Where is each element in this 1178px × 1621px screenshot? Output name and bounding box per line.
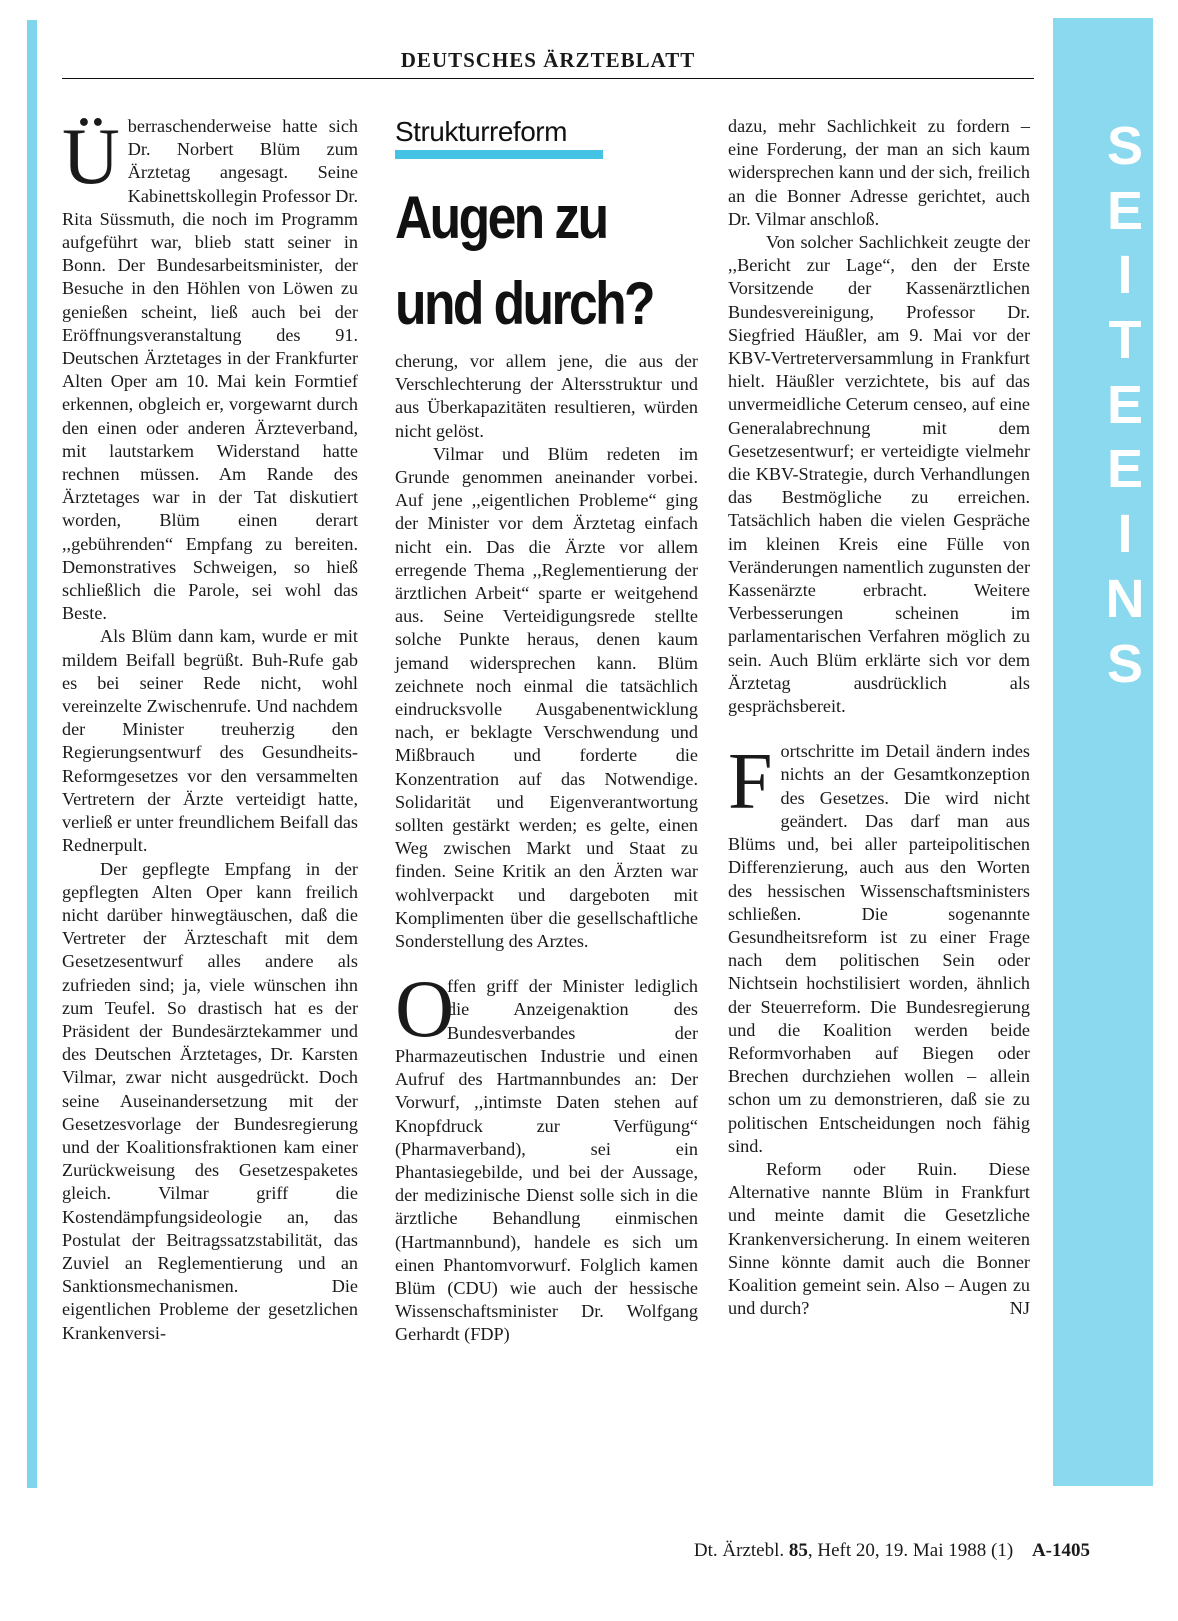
page-footer xyxy=(630,1540,1090,1562)
paragraph: Als Blüm dann kam, wurde er mit mildem Beifall begrüßt. Buh-Rufe gab es bei seiner Rede nicht, wohl vereinzelte Zwischenrufe. Und nachdem der Minister treuherzig den Regierungsentwurf des Gesundheits-Reformgesetzes vor den versammelten Vertretern der Ärzte verteidigt hatte, verließ er unter freundlichem Beifall das Rednerpult. xyxy=(62,626,358,856)
paragraph: cherung, vor allem jene, die aus der Verschlechterung der Altersstruktur und aus Überkapazitäten resultieren, würden nicht gelöst. xyxy=(395,351,698,441)
paragraph xyxy=(728,1158,1030,1320)
section-letter: N xyxy=(1105,568,1145,629)
journal-title: DEUTSCHES ÄRZTEBLATT xyxy=(400,48,696,72)
paragraph-text: Reform oder Ruin. Diese Alternative nannte Blüm in Frankfurt und meinte damit die Gesetzliche Krankenversicherung. In einem weiteren Sinne könnte damit auch die Bonner Koalition gemeint sein. Also – Augen zu und durch? xyxy=(728,1158,1030,1319)
section-letter: T xyxy=(1108,310,1142,371)
journal-header xyxy=(62,48,1034,79)
page-number: A-1405 xyxy=(1031,1540,1090,1561)
paragraph: dazu, mehr Sachlichkeit zu fordern – eine Forderung, der man an sich kaum widersprechen kann und der sich, freilich an die Bonner Adresse gerichtet, auch Dr. Vilmar anschloß. xyxy=(728,116,1030,229)
drop-cap: F xyxy=(728,738,773,827)
article-column-3 xyxy=(728,115,1030,1320)
citation-volume: 85 xyxy=(788,1540,808,1561)
side-band-bleed-through xyxy=(1057,18,1097,1486)
section-letter: E xyxy=(1106,180,1144,241)
left-accent-bar xyxy=(27,20,37,1488)
article-kicker xyxy=(395,116,695,159)
section-letter: I xyxy=(1117,245,1133,306)
drop-cap: Ü xyxy=(62,113,120,201)
paragraph: Vilmar und Blüm redeten im Grunde genommen aneinander vorbei. Auf jene ,,eigentlichen Probleme“ ging der Minister vor dem Ärztetag einfach nicht ein. Das die Ärzte vor allem erregende Thema ,,Reglementierung der ärztlichen Arbeit“ sparte er weitgehend aus. Seine Verteidigungsrede stellte solche Punkte heraus, denen kaum jemand widersprechen kann. Blüm zeichnete noch einmal die tatsächlich eindrucksvolle Ausgabenentwicklung nach, er beklagte Verschwendung und Mißbrauch und forderte die Konzentration auf das Notwendige. Solidarität und Eigenverantwortung sollten gestärkt werden; es gelte, einen Weg zwischen Markt und Staat zu finden. Seine Kritik an den Ärzten war wohlverpackt und dargeboten mit Komplimenten über die gesellschaftliche Sonderstellung des Arztes. xyxy=(395,443,698,952)
article-column-2 xyxy=(395,350,698,1347)
citation-prefix: Dt. Ärztebl. xyxy=(693,1540,785,1561)
section-letter: I xyxy=(1117,504,1133,565)
kicker-label: Strukturreform xyxy=(395,116,567,147)
author-signature: NJ xyxy=(1009,1298,1030,1319)
paragraph xyxy=(395,963,698,1346)
citation-suffix: , Heft 20, 19. Mai 1988 (1) xyxy=(807,1540,1014,1561)
paragraph-text: ffen griff der Minister lediglich die Anzeigenaktion des Bundesverbandes der Pharmazeutischen Industrie und einen Aufruf des Hartmannbundes an: Der Vorwurf, ,,intimste Daten stehen auf Knopfdruck zur Verfügung“ (Pharmaverband), sei ein Phantasiegebilde, und bei der Aussage, der medizinische Dienst solle sich in die ärztliche Behandlung einmischen (Hartmannbund), handele es sich um einen Phantomvorwurf. Folglich kamen Blüm (CDU) wie auch der hessische Wissenschaftsminister Dr. Wolfgang Gerhardt (FDP) xyxy=(395,976,698,1345)
section-letter: S xyxy=(1106,633,1144,694)
section-letter: E xyxy=(1106,374,1144,435)
drop-cap: O xyxy=(395,963,455,1055)
kicker-underline xyxy=(395,150,603,159)
side-band xyxy=(1053,18,1153,1486)
headline-line: Augen zu xyxy=(395,184,607,251)
section-letter: S xyxy=(1106,116,1144,176)
paragraph-text: berraschenderweise hatte sich Dr. Norbert Blüm zum Ärztetag angesagt. Seine Kabinettskollegin Professor Dr. Rita Süssmuth, die noch im Programm aufgeführt war, blieb statt seiner in Bonn. Der Bundesarbeitsminister, der Besuche in den Höhlen von Löwen zu genießen scheint, ließ auch bei der Eröffnungsveranstaltung des 91. Deutschen Ärztetages in der Frankfurter Alten Oper am 10. Mai kein Formtief erkennen, obgleich er, vorgewarnt durch den einen oder anderen Ärzteverband, mit lautstarkem Widerstand hatte rechnen müssen. Am Rande des Ärztetages war in der Tat diskutiert worden, Blüm einen derart ,,gebührenden“ Empfang zu bereiten. Demonstratives Schweigen, so hieß schließlich die Parole, sei wohl das Beste. xyxy=(62,116,358,624)
article-column-1 xyxy=(62,115,358,1345)
paragraph-text: ortschritte im Detail ändern indes nichts an der Gesamtkonzeption des Gesetzes. Die wird nicht geändert. Das darf man aus Blüms und, bei aller parteipolitischen Differenzierung, auch aus den Worten des hessischen Wissenschaftsministers schließen. Die sogenannte Gesundheitsreform ist zu einer Frage nach dem politischen Sein oder Nichtsein hochstilisiert worden, ähnlich der Steuerreform. Die Bundesregierung und die Koalition werden beide Reformvorhaben auf Biegen oder Brechen durchziehen wollen – allein schon um zu demonstrieren, daß sie zu politischen Entscheidungen noch fähig sind. xyxy=(728,741,1030,1156)
article-headline xyxy=(395,175,662,347)
paragraph xyxy=(728,740,1030,1158)
headline-line: und durch? xyxy=(395,270,653,337)
section-letter: E xyxy=(1106,439,1144,500)
section-label-seite-eins xyxy=(1097,114,1153,696)
paragraph xyxy=(62,115,358,625)
paragraph: Der gepflegte Empfang in der gepflegten Alten Oper kann freilich nicht darüber hinwegtäuschen, daß die Vertreter der Ärzteschaft mit dem Gesetzesentwurf alles andere als zufrieden sind; ja, viele wünschen ihn zum Teufel. So drastisch hat es der Präsident der Bundesärztekammer und des Deutschen Ärztetages, Dr. Karsten Vilmar, zwar nicht ausgedrückt. Doch seine Auseinandersetzung mit der Gesetzesvorlage der Bundesregierung und der Koalitionsfraktionen kam einer Zurückweisung des Gesetzespaketes gleich. Vilmar griff die Kostendämpfungsideologie an, das Postulat der Beitragssatzstabilität, das Zuviel an Reglementierung und an Sanktionsmechanismen. Die eigentlichen Probleme der gesetzlichen Krankenversi- xyxy=(62,858,358,1343)
section-gap xyxy=(728,718,1030,740)
paragraph: Von solcher Sachlichkeit zeugte der ,,Bericht zur Lage“, den der Erste Vorsitzende der Kassenärztlichen Bundesvereinigung, Professor Dr. Siegfried Häußler, am 9. Mai vor der KBV-Vertreterversammlung in Frankfurt hielt. Häußler verzichtete, bis auf das unvermeidliche Ceterum censeo, auf eine Generalabrechnung mit dem Gesetzesentwurf; er verteidigte vielmehr die KBV-Strategie, durch Verhandlungen das Bestmögliche zu erreichen. Tatsächlich haben die vielen Gespräche im kleinen Kreis eine Fülle von Veränderungen namentlich zugunsten der Kassenärzte erbracht. Weitere Verbesserungen scheinen im parlamentarischen Verfahren möglich zu sein. Auch Blüm erklärte sich vor dem Ärztetag ausdrücklich als gesprächsbereit. xyxy=(728,232,1030,717)
